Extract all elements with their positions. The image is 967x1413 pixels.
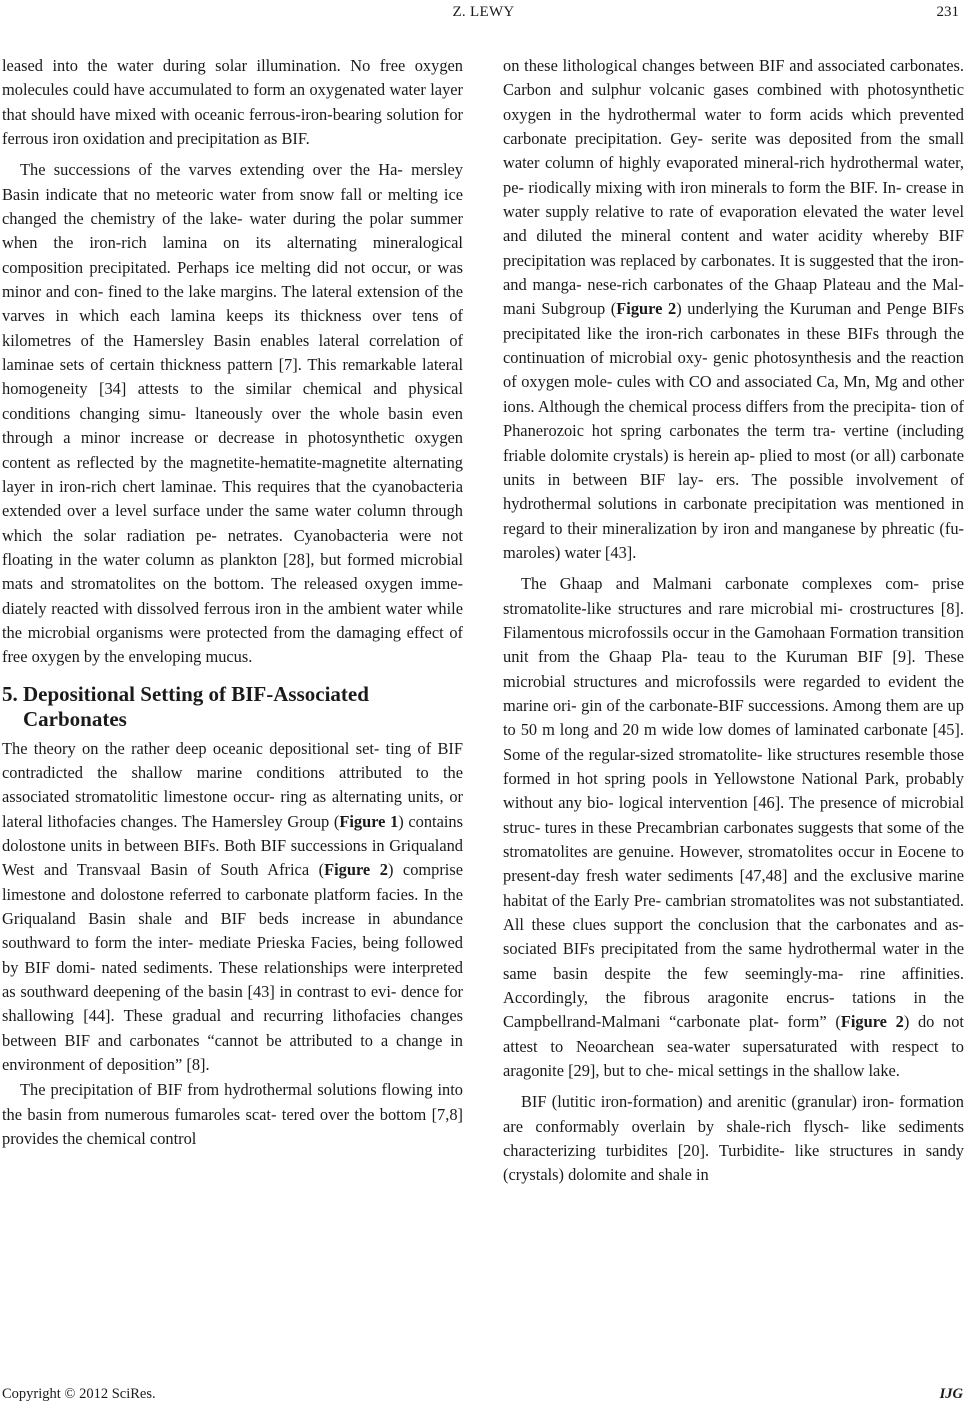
paragraph — [503, 54, 964, 565]
page-number: 231 — [936, 4, 959, 20]
paragraph-text: ) underlying the Kuruman and Penge BIFs precipitated like the iron-rich carbonates in these BIFs through the continuation of microbial oxy- genic photosynthesis and the reaction of oxygen mole- cules with CO and associated Ca, Mn, Mg and other ions. Although the chemical process differs from the precipita- tion of Phanerozoic hot spring carbonates the term tra- vertine (including friable dolomite crystals) is herein ap- plied to most (or all) carbonate units in between BIF lay- ers. The possible involvement of hydrothermal solutions in carbonate precipitation was mentioned in regard to their mineralization by iron and manganese by phreatic (fu- maroles) water [43]. — [503, 299, 964, 562]
figure-reference[interactable]: Figure 2 — [324, 860, 388, 880]
page-footer — [0, 1386, 967, 1408]
figure-reference[interactable]: Figure 2 — [840, 1012, 904, 1032]
figure-reference[interactable]: Figure 1 — [339, 811, 399, 831]
figure-reference[interactable]: Figure 2 — [616, 299, 677, 319]
page-header — [0, 0, 967, 22]
paragraph-text: The Ghaap and Malmani carbonate complexes com- prise stromatolite-like structures and rare microbial mi- crostructures [8]. Filamentous microfossils occur in the Gamohaan Formation transition unit from the Ghaap Pla- teau to the Kuruman BIF [9]. These microbial structures and microfossils were regarded to evident the marine ori- gin of the carbonate-BIF successions. Among them are up to 50 m long and 20 m wide low domes of laminated carbonate [45]. Some of the regular-sized stromatolite- like structures resemble those formed in hot spring pools in Yellowstone National Park, probably without any bio- logical intervention [46]. The presence of microbial struc- tures in these Precambrian carbonates suggests that some of the stromatolites are genuine. However, stromatolites occur in Eocene to present-day fresh water sediments [47,48] and the exclusive marine habitat of the Early Pre- cambrian stromatolites was not substantiated. All these clues support the conclusion that the carbonates and as- sociated BIFs precipitated from the same hydrothermal water in the same basin despite the few seemingly-ma- rine affinities. Accordingly, the fibrous aragonite encrus- tations in the Campbellrand-Malmani “carbonate plat- form” ( — [503, 574, 964, 1032]
journal-abbreviation: IJG — [939, 1386, 963, 1402]
paragraph: BIF (lutitic iron-formation) and arenitic (granular) iron- formation are conformably overlain by shale-rich flysch- like sediments characterizing turbidites [20]. Turbidite- like structures in sandy (crystals) dolomite and shale in — [503, 1092, 964, 1185]
running-head-author: Z. LEWY — [452, 4, 515, 20]
paragraph: The precipitation of BIF from hydrothermal solutions flowing into the basin from numerous fumaroles scat- tered over the bottom [7,8] provides the chemical control — [2, 1080, 463, 1149]
paragraph-text: ) contains dolostone units in between BIFs. Both BIF successions in Griqualand West and Transvaal Basin of South Africa ( — [2, 811, 463, 880]
paragraph — [2, 737, 463, 1078]
paragraph-text: on these lithological changes between BIF and associated carbonates. Carbon and sulphur volcanic gases combined with photosynthetic oxygen in the hydrothermal water to form acids which prevented carbonate precipitation. Gey- serite was deposited from the small water column of highly evaporated mineral-rich hydrothermal water, pe- riodically mixing with iron minerals to form the BIF. In- crease in water supply relative to rate of evaporation elevated the water level and diluted the mineral content and water acidity whereby BIF precipitation was replaced by carbonates. It is suggested that the iron- and manga- nese-rich carbonates of the Ghaap Plateau and the Mal- mani Subgroup ( — [503, 56, 964, 319]
copyright-notice: Copyright © 2012 SciRes. — [2, 1386, 156, 1402]
left-column — [2, 54, 463, 1151]
section-heading: 5. Depositional Setting of BIF-Associated Carbonates — [2, 681, 369, 731]
paragraph-text: ) comprise limestone and dolostone referred to carbonate platform facies. In the Griqualand Basin shale and BIF beds increase in abundance southward to form the inter- mediate Prieska Facies, being followed by BIF domi- nated sediments. These relationships were interpreted as southward deepening of the basin [43] in contrast to evi- dence for shallowing [44]. These gradual and recurring lithofacies changes between BIF and carbonates “cannot be attributed to a change in environment of deposition” [8]. — [2, 860, 463, 1075]
paragraph: leased into the water during solar illumination. No free oxygen molecules could have accumulated to form an oxygenated water layer that should have mixed with oceanic ferrous-iron-bearing solution for ferrous iron oxidation and precipitation as BIF. — [2, 56, 463, 149]
paragraph: The successions of the varves extending over the Ha- mersley Basin indicate that no meteoric water from snow fall or melting ice changed the chemistry of the lake- water during the polar summer when the iron-rich lamina on its alternating mineralogical composition precipitated. Perhaps ice melting did not occur, or was minor and con- fined to the lake margins. The lateral extension of the varves in which each lamina keeps its thickness over tens of kilometres of the Hamersley Basin enables lateral correlation of laminae sets of certain thickness pattern [7]. This remarkable lateral homogeneity [34] attests to the similar chemical and physical conditions changing simu- ltaneously over the whole basin even through a minor increase or decrease in photosynthetic oxygen content as reflected by the magnetite-hematite-magnetite alternating layer in iron-rich chert laminae. This requires that the cyanobacteria extended over a level surface under the same water column through which the solar radiation pe- netrates. Cyanobacteria were not floating in the water column as plankton [28], but formed microbial mats and stromatolites on the bottom. The released oxygen imme- diately reacted with dissolved ferrous iron in the ambient water while the microbial organisms were protected from the damaging effect of free oxygen by the enveloping mucus. — [2, 160, 463, 667]
paragraph — [503, 572, 964, 1083]
paragraph-text: The theory on the rather deep oceanic depositional set- ting of BIF contradicted the shallow marine conditions attributed to the associated stromatolitic limestone occur- ring as alternating units, or lateral lithofacies changes. The Hamersley Group ( — [2, 738, 463, 831]
right-column — [503, 54, 964, 1188]
paragraph-text: ) do not attest to Neoarchean sea-water supersaturated with respect to aragonite [29], but to che- mical settings in the shallow lake. — [503, 1012, 964, 1081]
